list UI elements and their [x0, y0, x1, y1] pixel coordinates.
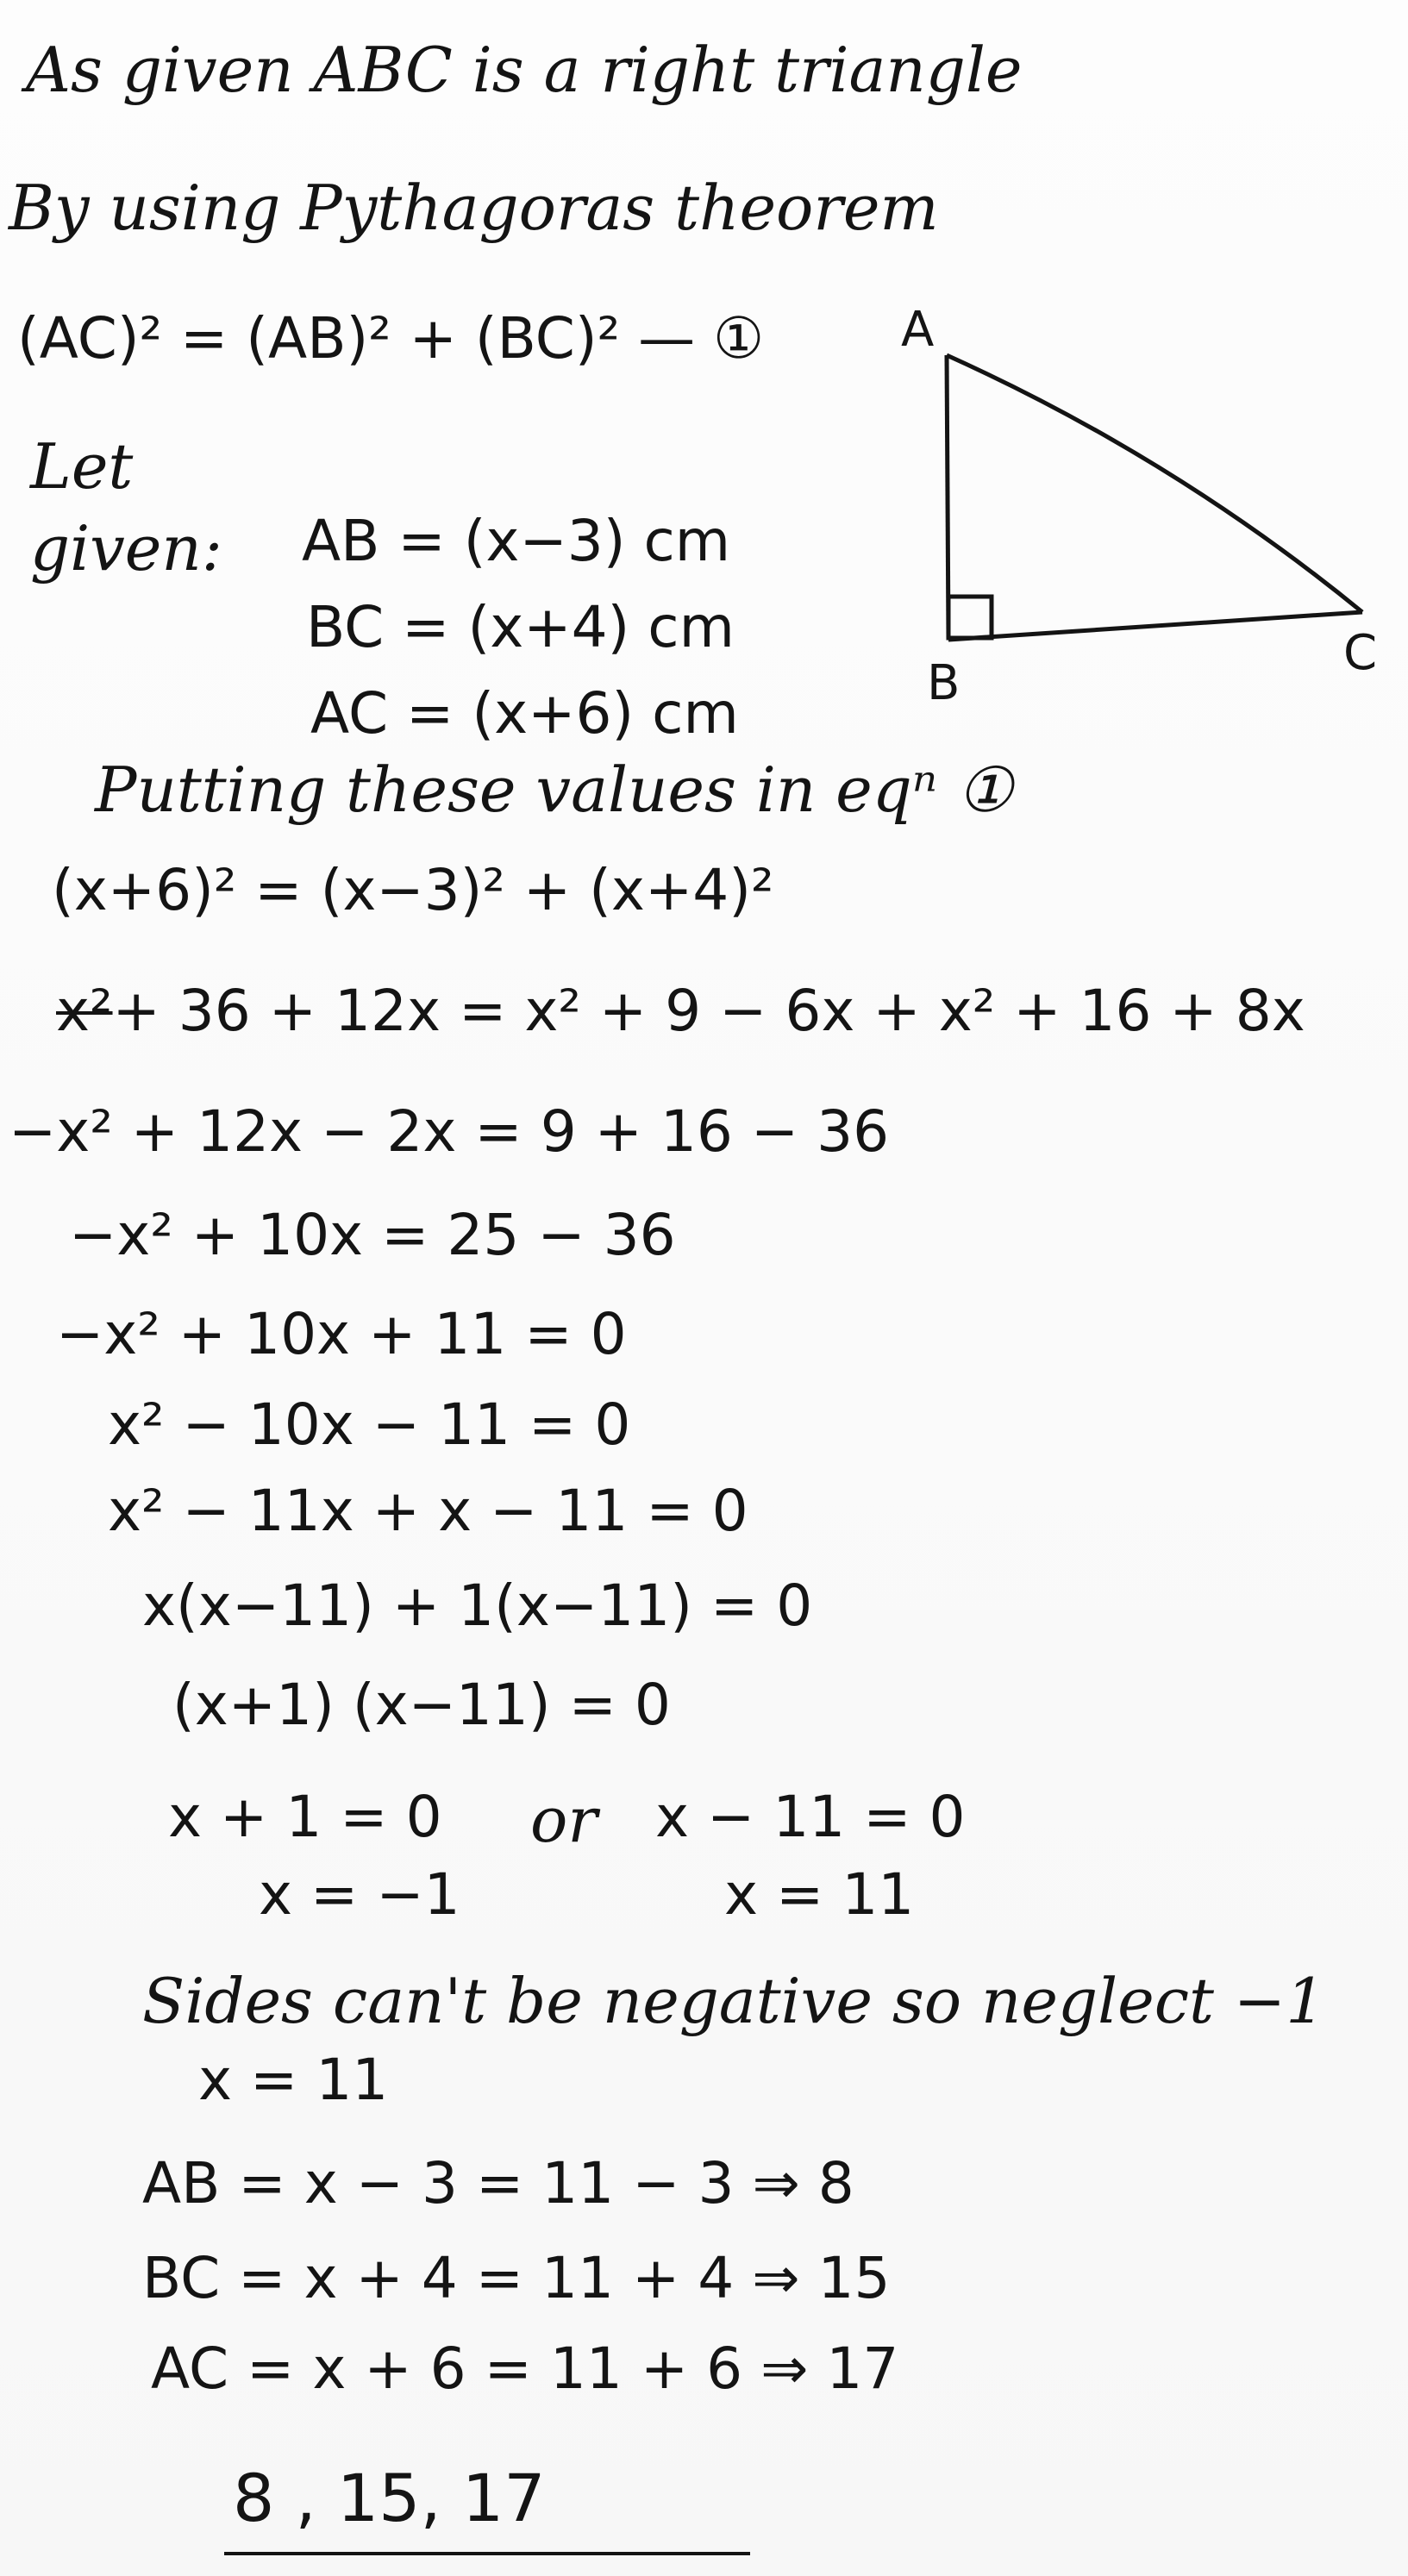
or-label: or — [530, 1784, 598, 1856]
struck-term: x² — [56, 978, 113, 1044]
final-answer: 8 , 15, 17 — [233, 2460, 546, 2536]
step-3: −x² + 12x − 2x = 9 + 16 − 36 — [9, 1098, 890, 1165]
given-bc: BC = (x+4) cm — [306, 594, 735, 660]
right-triangle-figure — [914, 328, 1397, 724]
step-1: (x+6)² = (x−3)² + (x+4)² — [52, 857, 774, 923]
ab-result: AB = x − 3 = 11 − 3 ⇒ 8 — [142, 2150, 854, 2216]
answer-underline — [224, 2552, 750, 2555]
step-8: x(x−11) + 1(x−11) = 0 — [142, 1572, 813, 1639]
step-6: x² − 10x − 11 = 0 — [108, 1391, 631, 1458]
side-bc — [948, 612, 1362, 640]
vertex-c-label: C — [1343, 625, 1378, 681]
let-label: Let — [30, 430, 134, 503]
given-ac: AC = (x+6) cm — [310, 680, 739, 747]
negative-note: Sides can't be negative so neglect −1 — [142, 1965, 1326, 2037]
step-2 — [56, 978, 1305, 1044]
x-value: x = 11 — [198, 2047, 389, 2113]
equation-1: (AC)² = (AB)² + (BC)² — ① — [17, 305, 765, 372]
step-7: x² − 11x + x − 11 = 0 — [108, 1478, 748, 1544]
given-label: given: — [30, 512, 223, 585]
intro-line-2: By using Pythagoras theorem — [9, 172, 939, 244]
intro-line-1: As given ABC is a right triangle — [26, 34, 1023, 106]
vertex-b-label: B — [927, 655, 961, 711]
given-ab: AB = (x−3) cm — [302, 508, 731, 574]
root-right-equation: x − 11 = 0 — [655, 1784, 966, 1850]
step-2-rest: + 36 + 12x = x² + 9 − 6x + x² + 16 + 8x — [112, 978, 1305, 1044]
root-left-equation: x + 1 = 0 — [168, 1784, 442, 1850]
step-5: −x² + 10x + 11 = 0 — [56, 1301, 627, 1367]
vertex-a-label: A — [901, 302, 935, 358]
bc-result: BC = x + 4 = 11 + 4 ⇒ 15 — [142, 2245, 891, 2311]
right-angle-marker — [948, 597, 992, 638]
root-right-value: x = 11 — [724, 1861, 915, 1928]
ac-result: AC = x + 6 = 11 + 6 ⇒ 17 — [151, 2335, 899, 2402]
root-left-value: x = −1 — [259, 1861, 460, 1928]
step-4: −x² + 10x = 25 − 36 — [69, 1202, 676, 1268]
putting-line: Putting these values in eqⁿ ① — [95, 753, 1013, 826]
side-ac — [947, 355, 1362, 612]
step-9: (x+1) (x−11) = 0 — [172, 1672, 671, 1738]
